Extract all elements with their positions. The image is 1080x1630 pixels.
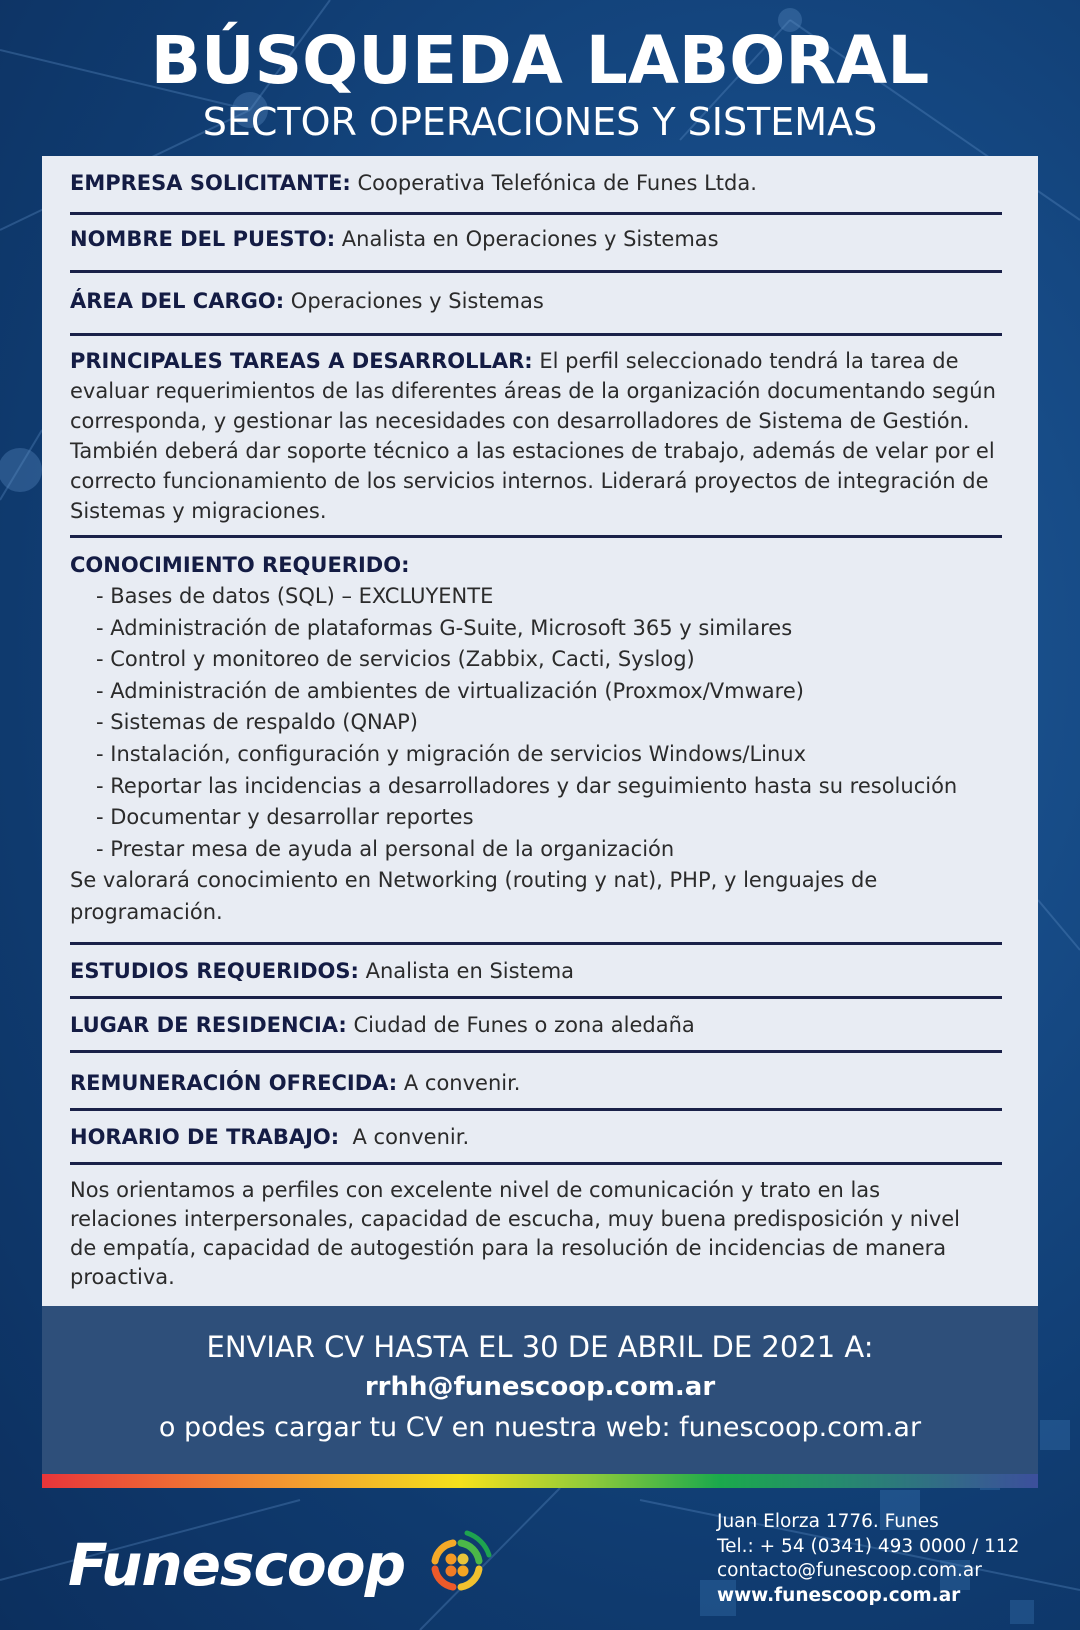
list-item: - Reportar las incidencias a desarrolladores y dar seguimiento hasta su resolución [96, 773, 958, 798]
funescoop-logo [68, 1520, 493, 1610]
page-subtitle: SECTOR OPERACIONES Y SISTEMAS [202, 100, 878, 144]
field-value: Analista en Operaciones y Sistemas [335, 227, 719, 251]
field-value: Cooperativa Telefónica de Funes Ltda. [350, 171, 757, 195]
field-tareas [70, 346, 1010, 526]
brand-name: Funescoop [68, 1531, 406, 1599]
apply-banner [42, 1306, 1038, 1474]
field-value: A convenir. [339, 1125, 470, 1149]
list-item: - Sistemas de respaldo (QNAP) [96, 710, 418, 735]
page-title: BÚSQUEDA LABORAL [150, 22, 930, 99]
field-remuneracion [70, 1068, 1000, 1098]
field-estudios [70, 956, 1000, 986]
field-puesto [70, 224, 1000, 254]
field-label: LUGAR DE RESIDENCIA: [70, 1013, 347, 1037]
list-item: - Bases de datos (SQL) – EXCLUYENTE [96, 584, 494, 608]
field-area [70, 286, 1000, 316]
contact-email-link[interactable]: contacto@funescoop.com.ar [717, 1560, 982, 1581]
field-value: Analista en Sistema [358, 959, 575, 983]
list-item: - Administración de ambientes de virtualización (Proxmox/Vmware) [96, 678, 804, 703]
apply-web-text[interactable]: o podes cargar tu CV en nuestra web: funescoop.com.ar [158, 1412, 922, 1443]
website-link[interactable]: www.funescoop.com.ar [717, 1584, 961, 1606]
list-item: - Documentar y desarrollar reportes [96, 805, 474, 830]
field-label: PRINCIPALES TAREAS A DESARROLLAR: [70, 349, 533, 373]
divider [70, 212, 1002, 215]
divider [70, 270, 1002, 273]
knowledge-note: Se valorará conocimiento en Networking (routing y nat), PHP, y lenguajes de programación. [70, 868, 878, 924]
list-item: - Prestar mesa de ayuda al personal de la organización [96, 836, 675, 861]
divider [70, 535, 1002, 538]
profile-description: Nos orientamos a perfiles con excelente nivel de comunicación y trato en las relaciones interpersonales, capacidad de escucha, muy buena predisposición y nivel de empatía, capacidad de autogestión para la resolución de incidencias de manera proactiva. [70, 1178, 961, 1289]
list-item: - Control y monitoreo de servicios (Zabbix, Cacti, Syslog) [96, 647, 695, 672]
field-horario [70, 1122, 1000, 1152]
field-empresa [70, 168, 1000, 198]
field-label: NOMBRE DEL PUESTO: [70, 227, 336, 251]
rainbow-divider [42, 1474, 1038, 1488]
divider [70, 1108, 1002, 1111]
field-value: A convenir. [397, 1071, 521, 1095]
field-label: CONOCIMIENTO REQUERIDO: [70, 553, 410, 577]
field-value: Ciudad de Funes o zona aledaña [346, 1013, 695, 1037]
field-residencia [70, 1010, 1000, 1040]
field-value: El perfil seleccionado tendrá la tarea de evaluar requerimientos de las diferentes áreas de la organización documentando según corresponda, y gestionar las necesidades con desarrolladores de Sistema de Gestión. También deberá dar soporte técnico a las estaciones de trabajo, además de velar por el correcto funcionamiento de los servicios internos. Liderará proyectos de integración de Sistemas y migraciones. [70, 349, 996, 523]
phone-text: Tel.: + 54 (0341) 493 0000 / 112 [717, 1535, 1020, 1557]
field-label: REMUNERACIÓN OFRECIDA: [70, 1071, 398, 1095]
field-conocimiento [70, 550, 1000, 580]
field-label: HORARIO DE TRABAJO: [70, 1125, 340, 1149]
contact-info [717, 1510, 1019, 1608]
divider [70, 942, 1002, 945]
divider [70, 1162, 1002, 1165]
deadline-text: ENVIAR CV HASTA EL 30 DE ABRIL DE 2021 A: [206, 1330, 874, 1364]
field-label: ÁREA DEL CARGO: [70, 289, 285, 313]
divider [70, 996, 1002, 999]
field-label: ESTUDIOS REQUERIDOS: [70, 959, 359, 983]
divider [70, 333, 1002, 336]
funescoop-logo-icon [421, 1529, 493, 1601]
divider [70, 1050, 1002, 1053]
field-label: EMPRESA SOLICITANTE: [70, 171, 351, 195]
list-item: - Administración de plataformas G-Suite, Microsoft 365 y similares [96, 615, 793, 640]
address-text: Juan Elorza 1776. Funes [717, 1511, 939, 1532]
list-item: - Instalación, configuración y migración de servicios Windows/Linux [96, 741, 807, 766]
field-value: Operaciones y Sistemas [284, 289, 544, 313]
knowledge-list [70, 581, 1020, 929]
apply-email-link[interactable]: rrhh@funescoop.com.ar [364, 1372, 716, 1402]
